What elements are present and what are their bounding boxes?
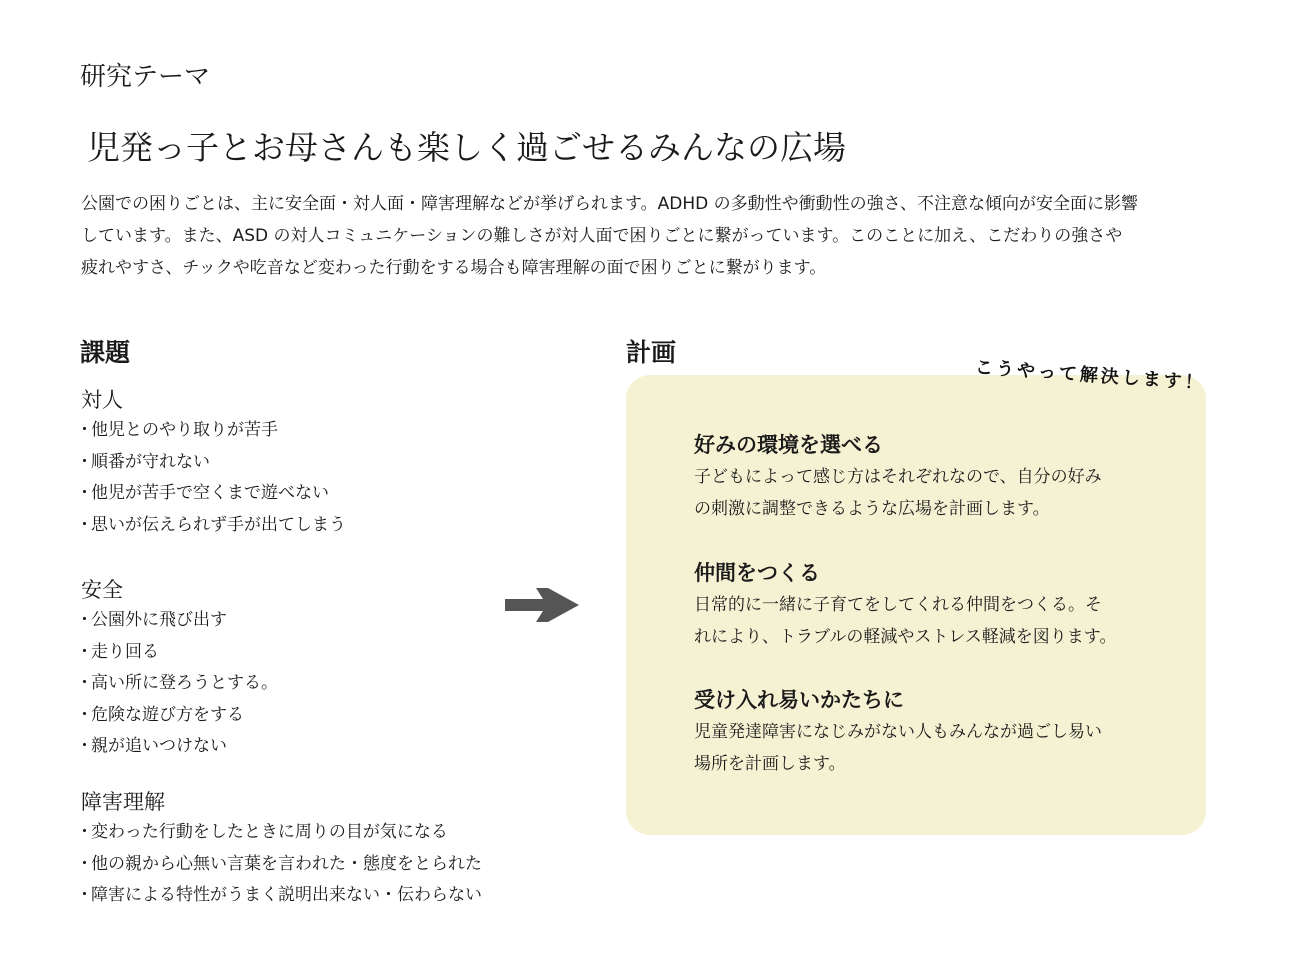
plan-item-body (694, 462, 1164, 525)
issue-item: ・ 変わった行動をしたときに周りの目が気になる (81, 817, 482, 849)
issue-group-interpersonal (81, 385, 346, 541)
issue-group-title: 安全 (81, 578, 123, 602)
plan-item-line: 場所を計画します。 (694, 753, 846, 774)
intro-paragraph (81, 188, 1221, 284)
plan-item (694, 558, 1164, 653)
plan-item (694, 685, 1164, 780)
section-label: 研究テーマ (80, 62, 211, 92)
plan-item-body (694, 590, 1164, 653)
handwritten-note: こうやって解決します！ (974, 356, 1207, 395)
plan-heading: 計画 (626, 338, 677, 367)
issue-item: ・ 走り回る (81, 637, 278, 669)
page-title: 児発っ子とお母さんも楽しく過ごせるみんなの広場 (87, 128, 846, 167)
issue-group-title: 障害理解 (81, 790, 165, 814)
issue-list (81, 605, 278, 763)
issue-item: ・ 他の親から心無い言葉を言われた・態度をとられた (81, 849, 482, 881)
plan-item-line: 日常的に一緒に子育てをしてくれる仲間をつくる。そ (694, 595, 1102, 615)
intro-line: しています。また、ASD の対人コミュニケーションの難しさが対人面で困りごとに繋がっています。このことに加え、こだわりの強さや (81, 226, 1123, 246)
plan-item-title: 好みの環境を選べる (694, 433, 883, 457)
issue-item: ・ 障害による特性がうまく説明出来ない・伝わらない (81, 880, 482, 912)
issue-group-safety (81, 575, 278, 763)
intro-line: 公園での困りごとは、主に安全面・対人面・障害理解などが挙げられます。ADHD の多動性や衝動性の強さ、不注意な傾向が安全面に影響 (81, 194, 1138, 214)
issue-item: ・ 高い所に登ろうとする。 (81, 668, 278, 700)
plan-item-body (694, 717, 1164, 780)
plan-item (694, 430, 1164, 525)
plan-item-line: 児童発達障害になじみがない人もみんなが過ごし易い (694, 722, 1102, 742)
plan-item-title: 受け入れ易いかたちに (694, 688, 904, 712)
plan-item-line: 子どもによって感じ方はそれぞれなので、自分の好み (694, 467, 1102, 487)
issue-item: ・ 順番が守れない (81, 447, 346, 479)
issue-item: ・ 危険な遊び方をする (81, 700, 278, 732)
issue-item: ・ 他児が苦手で空くまで遊べない (81, 478, 346, 510)
issue-item: ・ 思いが伝えられず手が出てしまう (81, 510, 346, 542)
plan-item-title: 仲間をつくる (694, 561, 820, 585)
intro-line: 疲れやすさ、チックや吃音など変わった行動をする場合も障害理解の面で困りごとに繋がります。 (81, 258, 827, 278)
plan-item-line: れにより、トラブルの軽減やストレス軽減を図ります。 (694, 626, 1117, 647)
issue-item: ・ 他児とのやり取りが苦手 (81, 415, 346, 447)
issue-list (81, 415, 346, 541)
issue-list (81, 817, 482, 912)
right-arrow-shape (505, 588, 579, 622)
plan-item-line: の刺激に調整できるような広場を計画します。 (694, 498, 1050, 519)
issues-heading: 課題 (80, 338, 131, 367)
issue-item: ・ 公園外に飛び出す (81, 605, 278, 637)
issue-group-title: 対人 (81, 388, 123, 412)
issue-item: ・ 親が追いつけない (81, 731, 278, 763)
right-arrow-icon (503, 586, 581, 624)
issue-group-understanding (81, 787, 482, 912)
